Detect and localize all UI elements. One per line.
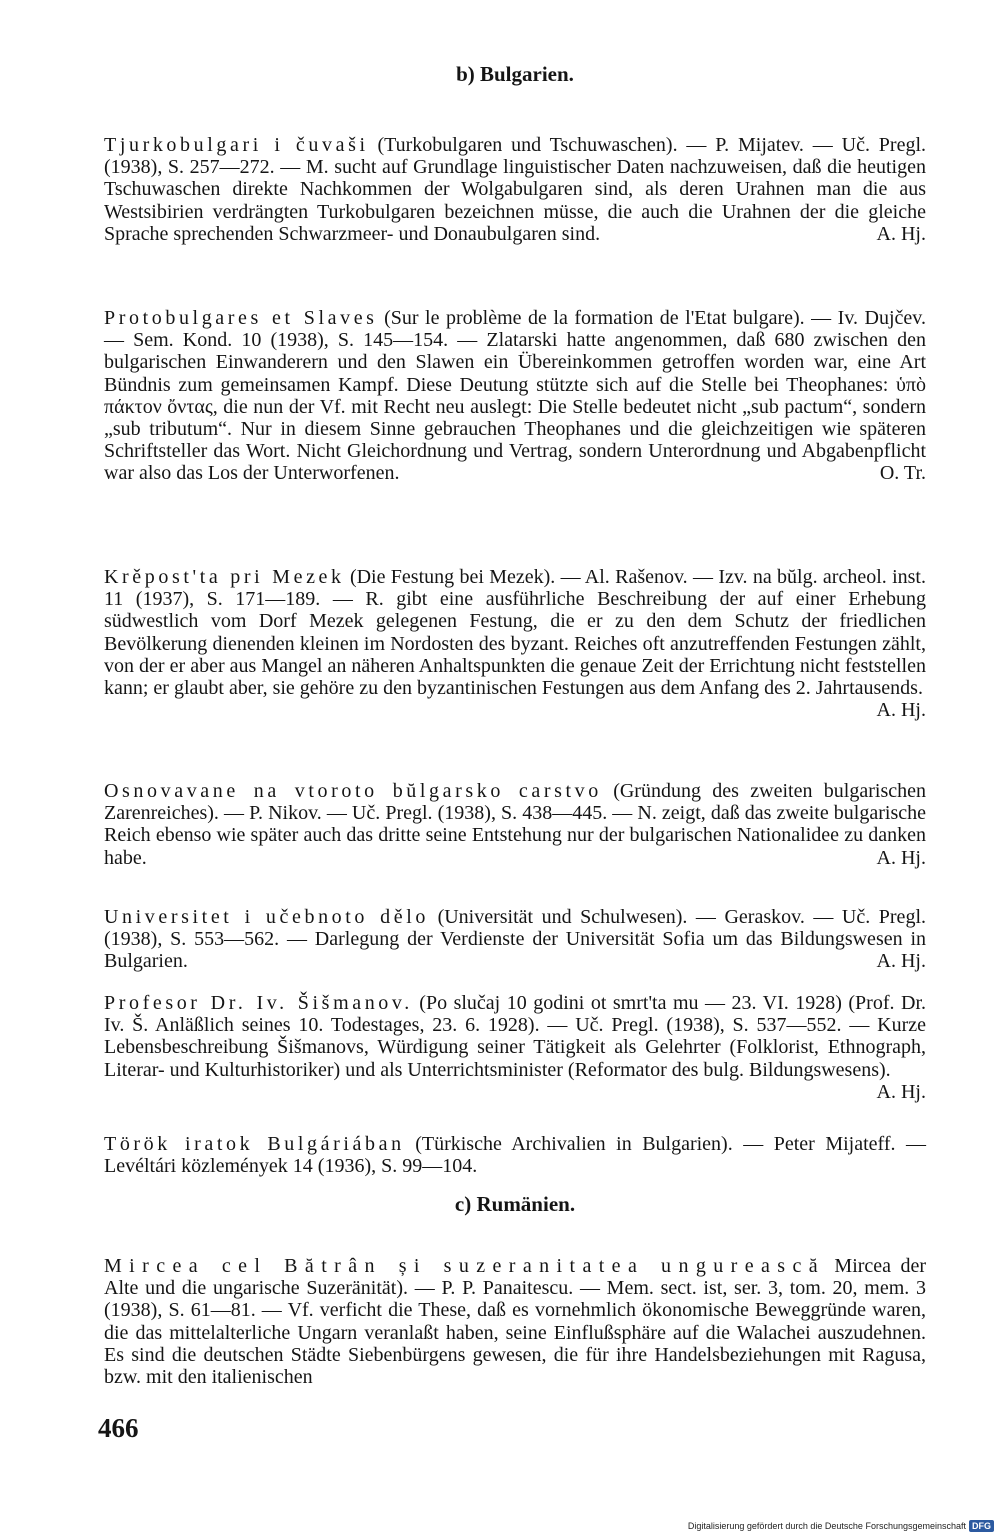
entry-title: Krěpost'ta pri Mezek — [104, 566, 345, 588]
reviewer-initials: A. Hj. — [876, 222, 926, 245]
entry-text: (Turkobulgaren und Tschuwaschen). — P. Mijatev. — Uč. Pregl. (1938), S. 257—272. — M. sucht auf Grundlage linguistischer Daten nachzuweisen, daß die heutigen Tschuwaschen direkte Nachkommen der Wolgabulgaren sind, als deren Urahnen man die aus Westsibirien verdrängten Turkobulgaren bezeichnen müsse, die auch die Urahnen der die gleiche Sprache sprechenden Schwarzmeer- und Donaubulgaren sind. — [104, 134, 926, 245]
footer-text: Digitalisierung gefördert durch die Deutsche Forschungsgemeinschaft — [687, 1521, 966, 1531]
entry-title: Protobulgares et Slaves — [104, 307, 378, 329]
bibliography-entry — [104, 906, 926, 973]
entry-text: (Sur le problème de la formation de l'Etat bulgare). — Iv. Dujčev. — Sem. Kond. 10 (1938), S. 145—154. — Zlatarski hatte angenommen, daß 680 zwischen den bulgarischen Einwanderern und den Slawen ein Übereinkommen getroffen worden war, eine Art Bündnis zum gemeinsamen Kampf. Diese Deutung stützte sich auf die Stelle bei Theophanes: ὑπὸ πάκτον ὄντας, die nun der Vf. mit Recht neu auslegt: Die Stelle bedeutet nicht „sub pactum“, sondern „sub tributum“. Nur in diesem Sinne gebrauchen Theophanes und die gleichzeitigen wie späteren Schriftsteller das Wort. Nicht Gleichordnung und Vertrag, sondern Unterordnung und Abgabenpflicht war also das Los der Unterworfenen. — [104, 307, 926, 485]
entry-title: Universitet i učebnoto dělo — [104, 906, 430, 928]
entry-text: (Gründung des zweiten bulgarischen Zarenreiches). — P. Nikov. — Uč. Pregl. (1938), S. 438—445. — N. zeigt, daß das zweite bulgarische Reich ebenso wie später auch das dritte seine Entstehung nur der bulgarischen Nationalidee zu danken habe. — [104, 780, 926, 869]
section-heading-rumaenien: c) Rumänien. — [454, 1192, 576, 1216]
bibliography-entry — [104, 780, 926, 869]
bibliography-entry — [104, 1133, 926, 1177]
entry-title: Profesor Dr. Iv. Šišmanov. — [104, 992, 413, 1014]
entry-text: Mircea der Alte und die ungarische Suzeränität). — P. P. Panaitescu. — Mem. sect. ist, ser. 3, tom. 20, mem. 3 (1938), S. 61—81. — Vf. verficht die These, daß es vornehmlich ökonomische Beweggründe waren, die das mittelalterliche Ungarn veranlaßt haben, seine Einflußsphäre auf die Walachei auszudehnen. Es sind die deutschen Städte Siebenbürgens gewesen, die für ihre Handelsbeziehungen mit Ragusa, bzw. mit den italienischen — [104, 1255, 926, 1389]
entry-title: Osnovavane na vtoroto bŭlgarsko carstvo — [104, 780, 602, 802]
page-number: 466 — [98, 1413, 139, 1443]
entry-title: Mircea cel Bătrân și suzeranitatea ungurească — [104, 1255, 825, 1277]
entry-title: Tjurkobulgari i čuvaši — [104, 134, 369, 156]
reviewer-initials: O. Tr. — [879, 462, 926, 485]
entry-text: (Universität und Schulwesen). — Geraskov. — Uč. Pregl. (1938), S. 553—562. — Darlegung der Verdienste der Universität Sofia um das Bildungswesen in Bulgarien. — [104, 906, 926, 973]
reviewer-initials: A. Hj. — [876, 1080, 926, 1103]
bibliography-entry — [104, 134, 926, 245]
bibliography-entry — [104, 992, 926, 1103]
dfg-logo-icon: DFG — [969, 1520, 994, 1532]
reviewer-initials: A. Hj. — [876, 950, 926, 973]
bibliography-entry — [104, 307, 926, 485]
bibliography-entry — [104, 566, 926, 721]
reviewer-initials: A. Hj. — [876, 699, 926, 722]
reviewer-initials: A. Hj. — [876, 846, 926, 869]
bibliography-entry — [104, 1255, 926, 1388]
entry-text: (Po slučaj 10 godini ot smrt'ta mu — 23. VI. 1928) (Prof. Dr. Iv. Š. Anläßlich seines 10. Todestages, 23. 6. 1928). — Uč. Pregl. (1938), S. 537—552. — Kurze Lebensbeschreibung Šišmanovs, Würdigung seiner Tätigkeit als Gelehrter (Folklorist, Ethnograph, Literar- und Kulturhistoriker) und als Unterrichtsminister (Reformator des bulg. Bildungswesens). — [104, 992, 926, 1081]
entry-text: (Die Festung bei Mezek). — Al. Rašenov. — Izv. na bŭlg. archeol. inst. 11 (1937), S. 171—189. — R. gibt eine ausführliche Beschreibung der auf einer Erhebung südwestlich vom Dorf Mezek gelegenen Festung, die er zu den dem Schutz der friedlichen Bevölkerung dienenden kleinen im Nordosten des byzant. Reiches oft anzutreffenden Festungen zählt, von der er aber aus Mangel an näheren Anhaltspunkten die genaue Zeit der Errichtung nicht feststellen kann; er glaubt aber, sie gehöre zu den byzantinischen Festungen aus dem Anfang des 2. Jahrtausends. — [104, 566, 926, 700]
entry-title: Török iratok Bulgáriában — [104, 1133, 405, 1155]
section-heading-bulgarien: b) Bulgarien. — [456, 62, 574, 86]
footer-credit — [688, 1520, 994, 1532]
entry-text: (Türkische Archivalien in Bulgarien). — Peter Mijateff. — Levéltári közlemények 14 (1936), S. 99—104. — [104, 1133, 927, 1178]
